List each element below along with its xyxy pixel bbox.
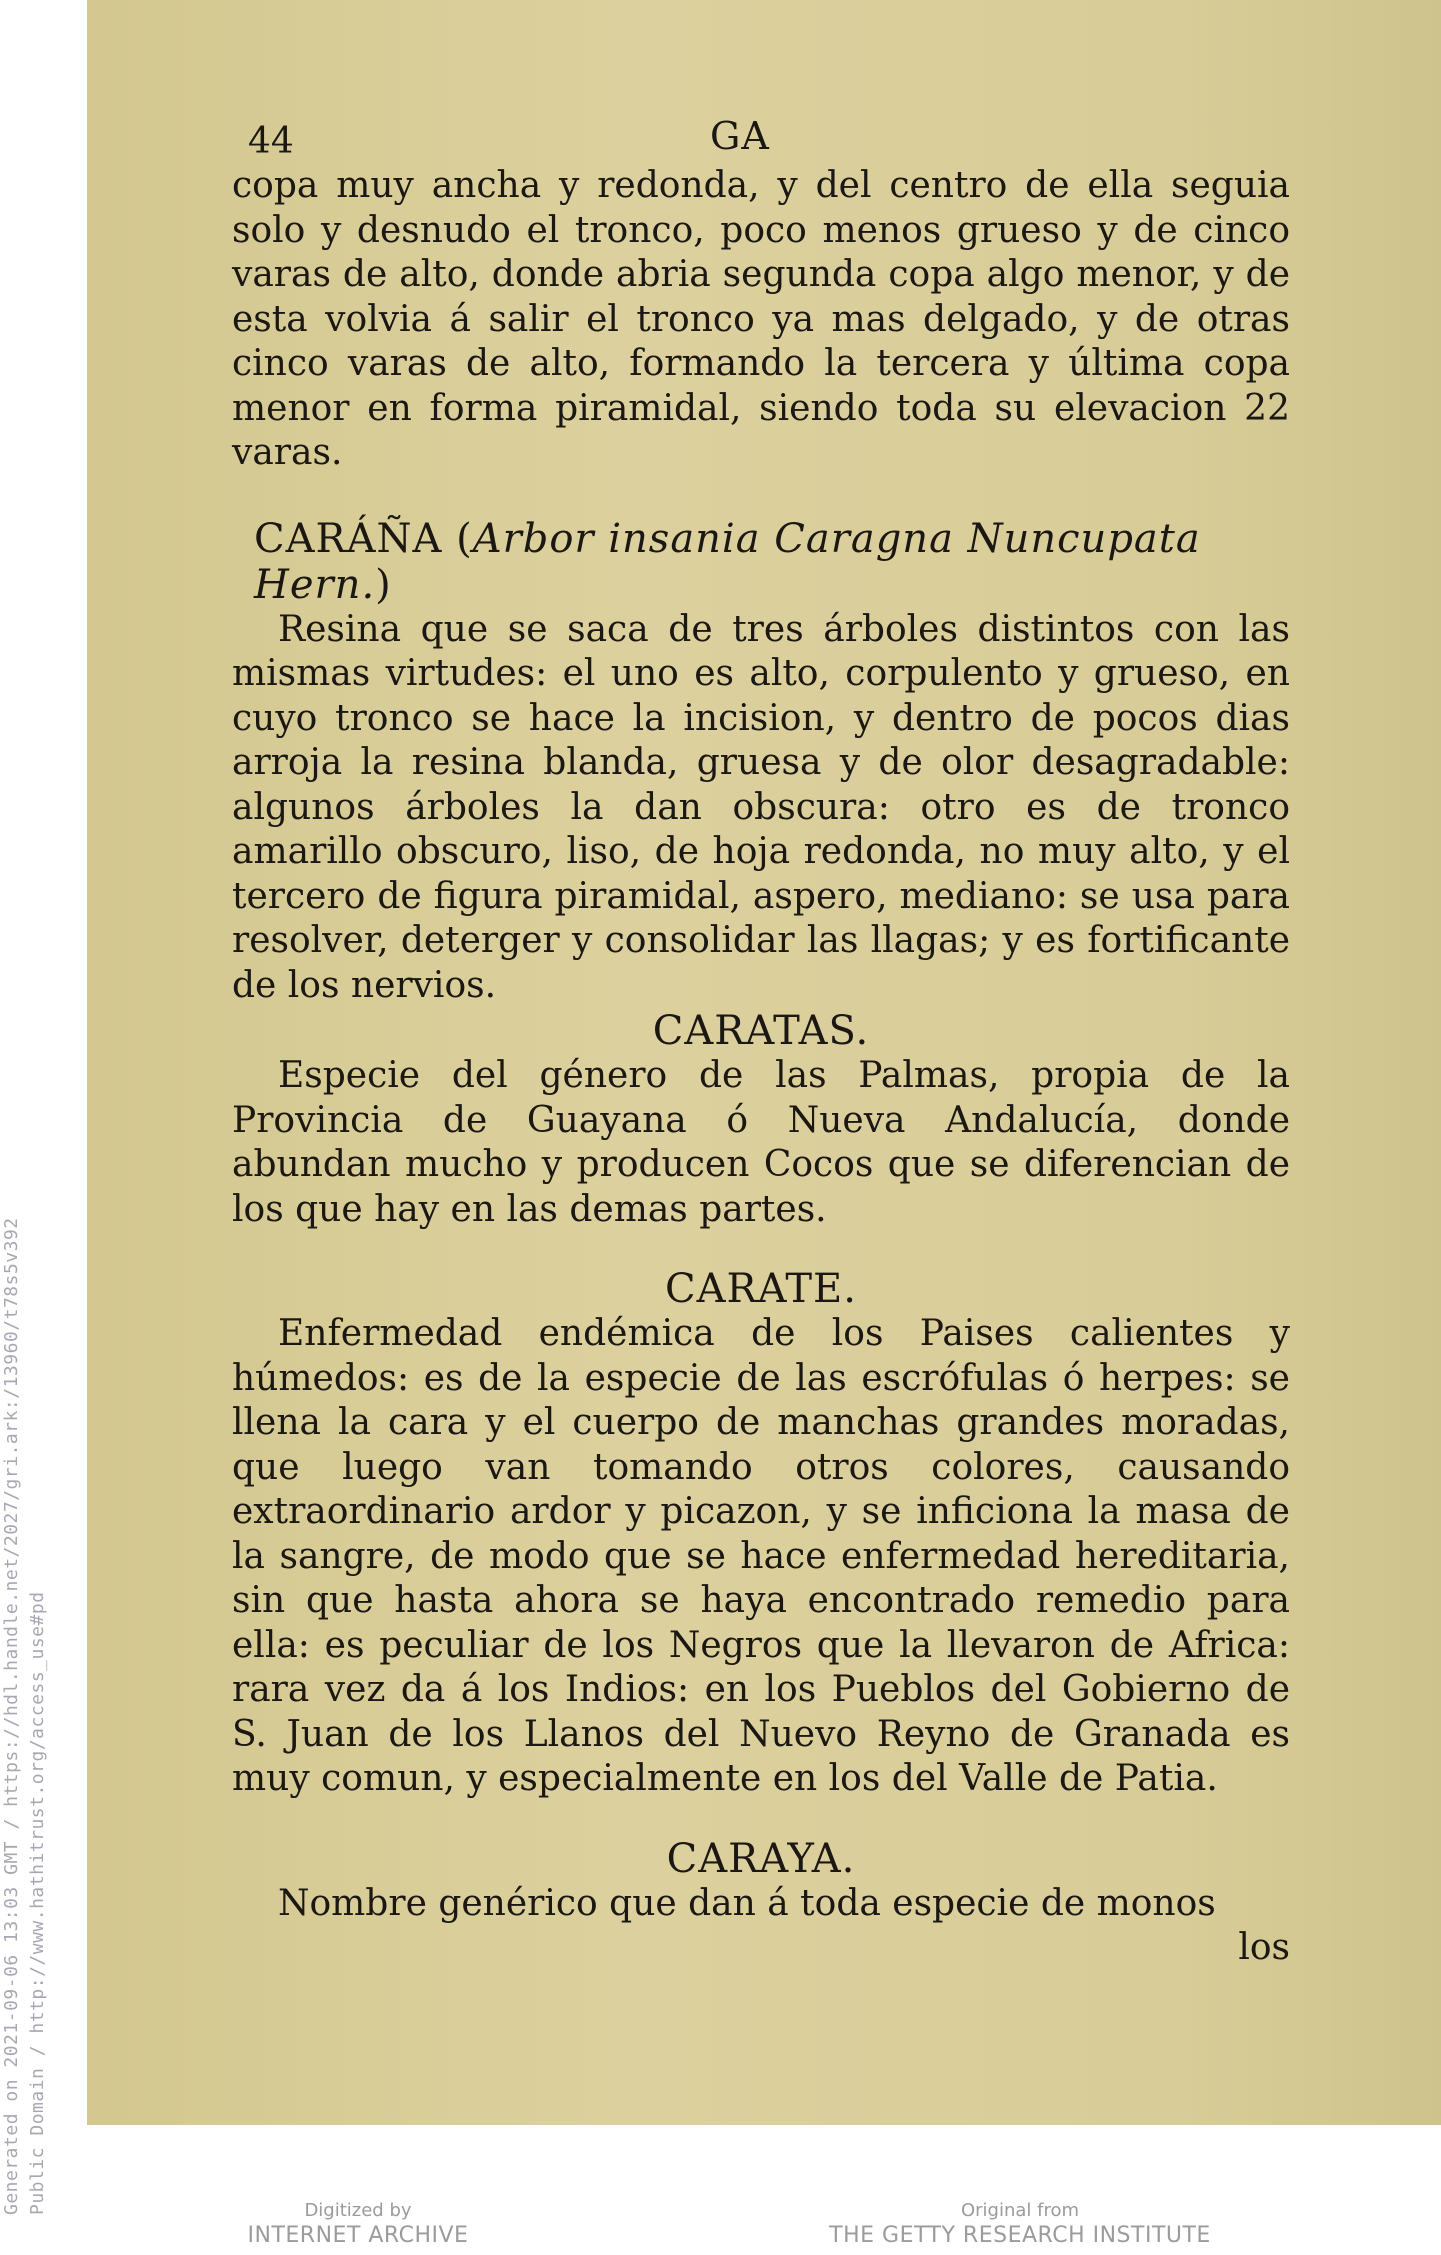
catchword: los — [1238, 1927, 1290, 1968]
footer-original-label: Original from — [960, 2200, 1080, 2221]
page-text — [232, 112, 1290, 1971]
footer-digitized-by — [108, 2200, 608, 2248]
entry-title-carana-close: ) — [375, 561, 392, 608]
entry-title-caraya: CARAYA. — [666, 1835, 856, 1882]
generation-stamp: Generated on 2021-09-06 13:03 GMT / https://hdl.handle.net/2027/gri.ark:/13960/t78s5v392 — [1, 1217, 22, 2215]
hathitrust-stamp — [0, 0, 60, 2255]
entry-title-caratas: CARATAS. — [652, 1008, 870, 1054]
entry-title-carana-latin: Arbor insania Caragna Nuncupata Hern. — [254, 515, 1201, 608]
footer-original-from — [770, 2200, 1270, 2248]
entry-body-caratas: Especie del género de las Palmas, propia de la Provincia de Guayana ó Nueva Andalucía, donde abundan mucho y producen Cocos que se diferencian de los que hay en las demas partes. — [232, 1055, 1290, 1230]
footer-digitized-label: Digitized by — [304, 2200, 412, 2221]
entry-title-carana — [232, 516, 1290, 608]
entry-title-carate: CARATE. — [665, 1266, 857, 1312]
page-number: 44 — [248, 121, 294, 162]
continuation-paragraph: copa muy ancha y redonda, y del centro de ella seguia solo y desnudo el tronco, poco menos grueso y de cinco varas de alto, donde abria segunda copa algo menor, y de esta volvia á salir el tronco ya mas delgado, y de otras cinco varas de alto, formando la tercera y última copa menor en forma piramidal, siendo toda su elevacion 22 varas. — [232, 165, 1290, 473]
footer-institution-name: THE GETTY RESEARCH INSTITUTE — [829, 2223, 1211, 2248]
entry-body-carana: Resina que se saca de tres árboles distintos con las mismas virtudes: el uno es alto, corpulento y grueso, en cuyo tronco se hace la incision, y dentro de pocos dias arroja la resina blanda, gruesa y de olor desagradable: algunos árboles la dan obscura: otro es de tronco amarillo obscuro, liso, de hoja redonda, no muy alto, y el tercero de figura piramidal, aspero, mediano: se usa para resolver, deterger y consolidar las llagas; y es fortificante de los nervios. — [232, 608, 1290, 1006]
entry-title-carana-head: CARÁÑA ( — [254, 515, 473, 562]
entry-body-caraya: Nombre genérico que dan á toda especie de monos — [278, 1882, 1216, 1924]
entry-body-carate: Enfermedad endémica de los Paises calientes y húmedos: es de la especie de las escrófulas ó herpes: se llena la cara y el cuerpo de manchas grandes moradas, que luego van tomando otros colores, causando extraordinario ardor y picazon, y se inficiona la masa de la sangre, de modo que se hace enfermedad hereditaria, sin que hasta ahora se haya encontrado remedio para ella: es peculiar de los Negros que la llevaron de Africa: rara vez da á los Indios: en los Pueblos del Gobierno de S. Juan de los Llanos del Nuevo Reyno de Granada es muy comun, y especialmente en los del Valle de Patia. — [232, 1313, 1290, 1799]
footer-digitizer-name: INTERNET ARCHIVE — [247, 2223, 469, 2248]
rights-stamp: Public Domain / http://www.hathitrust.org/access_use#pd — [27, 1591, 48, 2215]
running-head: GA — [710, 114, 770, 158]
page-header — [232, 112, 1290, 164]
